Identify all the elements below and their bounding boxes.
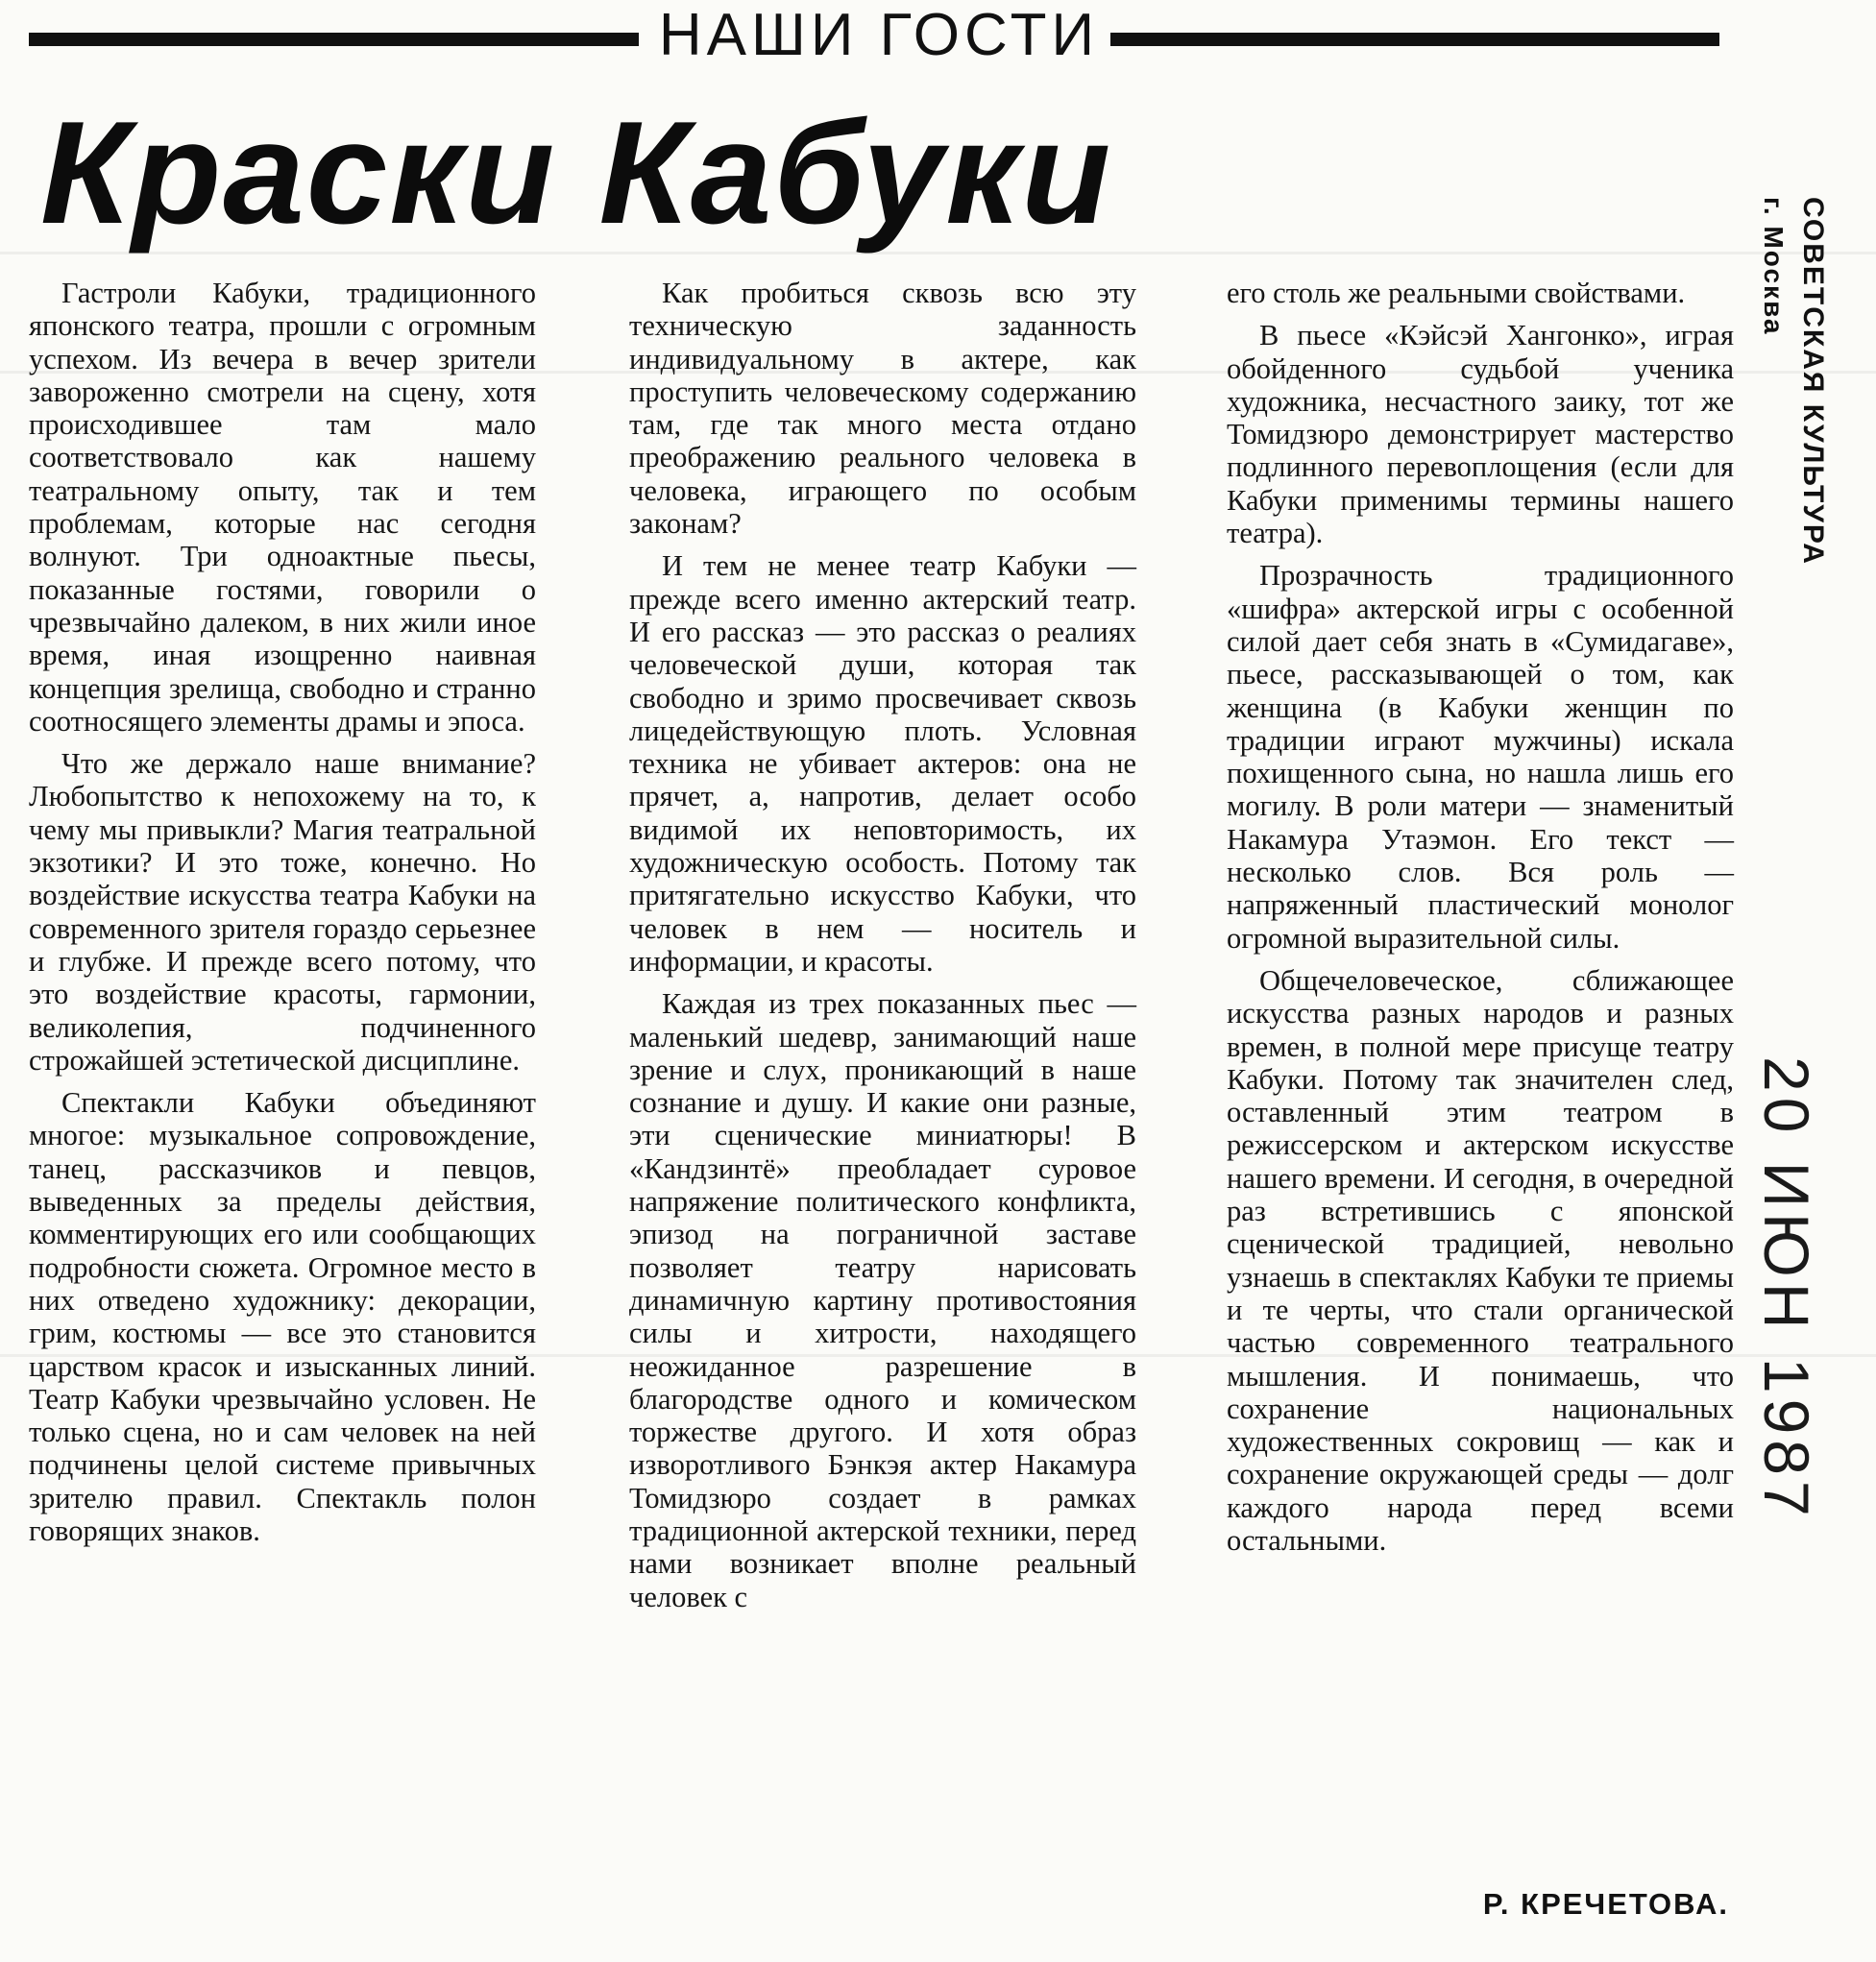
rubric-rule-left	[29, 33, 639, 46]
author-signature: Р. КРЕЧЕТОВА.	[1482, 1887, 1729, 1921]
stamp-newspaper-name: СОВЕТСКАЯ КУЛЬТУРА	[1797, 197, 1829, 566]
paragraph: Прозрачность традиционного «шифра» актерской игры с особенной силой дает себя знать в «Сумидагаве», пьесе, рассказывающей о том, как женщина (в Кабуки женщин по традиции играют мужчины) искала похищенного сына, но нашла лишь его могилу. В роли матери — знаменитый Накамура Утаэмон. Его текст — несколько слов. Вся роль — напряженный пластический монолог огромной выразительной силы.	[1227, 559, 1734, 955]
article-column-2	[629, 277, 1136, 1613]
rubric-header	[29, 2, 1719, 73]
rubric-rule-right	[1110, 33, 1719, 46]
paragraph: В пьесе «Кэйсэй Хангонко», играя обойденного судьбой ученика художника, несчастного заику, тот же Томидзюро демонстрирует мастерство подлинного перевоплощения (если для Кабуки применимы термины нашего театра).	[1227, 319, 1734, 550]
article-headline: Краски Кабуки	[40, 91, 1113, 254]
article-column-3	[1227, 277, 1734, 1557]
stamp-date: 20 ИЮН 1987	[1751, 1056, 1822, 1522]
paragraph: Как пробиться сквозь всю эту техническую заданность индивидуальному в актере, как проступить человеческому содержанию там, где так много места отдано преображению реального человека в человека, играющего по особым законам?	[629, 277, 1136, 541]
paragraph: Спектакли Кабуки объединяют многое: музыкальное сопровождение, танец, рассказчиков и певцов, выведенных за пределы действия, комментирующих его или сообщающих подробности сюжета. Огромное место в них отведено художнику: декорации, грим, костюмы — все это становится царством красок и изысканных линий. Театр Кабуки чрезвычайно условен. Не только сцена, но и сам человек на ней подчинены целой системе привычных зрителю правил. Спектакль полон говорящих знаков.	[29, 1086, 536, 1547]
paragraph: Каждая из трех показанных пьес — маленький шедевр, занимающий наше зрение и слух, проникающий в наше сознание и душу. И какие они разные, эти сценические миниатюры! В «Кандзинтё» преобладает суровое напряжение политического конфликта, эпизод на пограничной заставе позволяет театру нарисовать динамичную картину противостояния силы и хитрости, находящего неожиданное разрешение в благородстве одного и комическом торжестве другого. И хотя образ изворотливого Бэнкэя актер Накамура Томидзюро создает в рамках традиционной актерской техники, перед нами возникает вполне реальный человек с	[629, 987, 1136, 1613]
source-stamp	[1759, 197, 1852, 696]
paragraph: Гастроли Кабуки, традиционного японского театра, прошли с огромным успехом. Из вечера в вечер зрители завороженно смотрели на сцену, хотя происходившее там мало соответствовало как нашему театральному опыту, так и тем проблемам, которые нас сегодня волнуют. Три одноактные пьесы, показанные гостями, говорили о чрезвычайно далеком, в них жили иное время, иная изощренно наивная концепция зрелища, свободно и странно соотносящего элементы драмы и эпоса.	[29, 277, 536, 738]
paragraph: И тем не менее театр Кабуки — прежде всего именно актерский театр. И его рассказ — это рассказ о реалиях человеческой души, которая так свободно и зримо просвечивает сквозь лицедействующую плоть. Условная техника не убивает актеров: она не прячет, а, напротив, делает особо видимой их неповторимость, их художническую особость. Потому так притягательно искусство Кабуки, что человек в нем — носитель и информации, и красоты.	[629, 549, 1136, 978]
paragraph: Что же держало наше внимание? Любопытство к непохожему на то, к чему мы привыкли? Магия театральной экзотики? И это тоже, конечно. Но воздействие искусства театра Кабуки на современного зрителя гораздо серьезнее и глубже. И прежде всего потому, что это воздействие красоты, гармонии, великолепия, подчиненного строжайшей эстетической дисциплине.	[29, 747, 536, 1077]
paragraph: Общечеловеческое, сближающее искусства разных народов и разных времен, в полной мере присуще театру Кабуки. Потому так значителен след, оставленный этим театром в режиссерском и актерском искусстве нашего времени. И сегодня, в очередной раз встретившись с японской сценической традицией, невольно узнаешь в спектаклях Кабуки те приемы и те черты, что стали органической частью современного театрального мышления. И понимаешь, что сохранение национальных художественных сокровищ — как и сохранение окружающей среды — долг каждого народа перед всеми остальными.	[1227, 963, 1734, 1557]
rubric-title: НАШИ ГОСТИ	[658, 2, 1100, 68]
paragraph-continuation: его столь же реальными свойствами.	[1227, 277, 1686, 309]
article-column-1	[29, 277, 536, 1547]
date-stamp	[1748, 1056, 1835, 1522]
stamp-city: г. Москва	[1759, 197, 1789, 336]
